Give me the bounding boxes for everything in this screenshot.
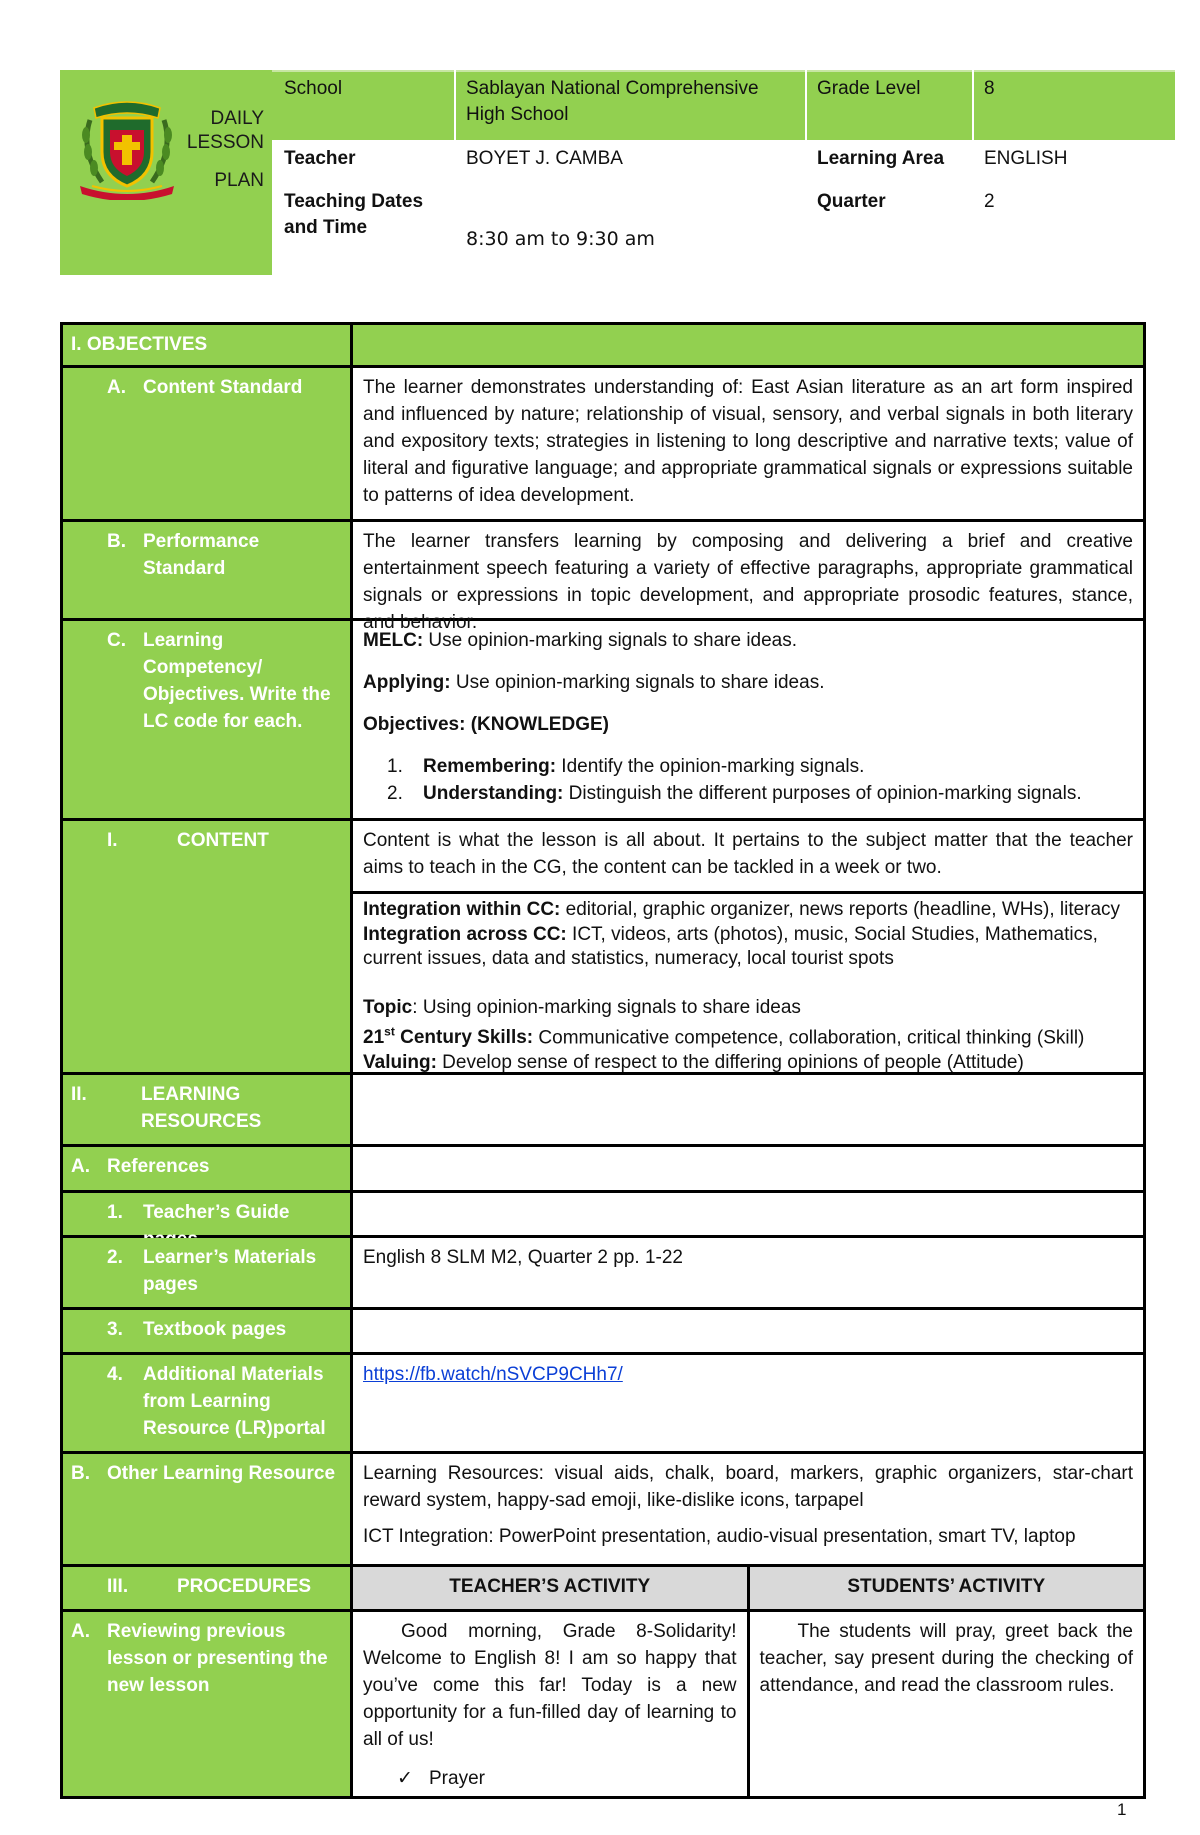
learning-area-value: ENGLISH bbox=[984, 148, 1068, 169]
performance-standard-text: The learner transfers learning by composing and delivering a brief and creative entertainment speech featuring a variety of effective paragraphs, appropriate grammatical signals or expressions in topic development, and appropriate prosodic features, stance, and behavior. bbox=[363, 531, 1133, 633]
reviewing-lesson-label-cell bbox=[63, 1612, 353, 1796]
teachers-activity-cell bbox=[353, 1612, 750, 1796]
grade-level-value: 8 bbox=[984, 78, 995, 99]
learners-materials-num: 2. bbox=[107, 1247, 123, 1268]
prayer-label: Prayer bbox=[429, 1768, 485, 1789]
page-number: 1 bbox=[1117, 1800, 1127, 1819]
objectives-list bbox=[363, 753, 1133, 807]
textbook-row bbox=[63, 1310, 1143, 1355]
content-row bbox=[63, 821, 1143, 1075]
additional-materials-row bbox=[63, 1355, 1143, 1454]
content-description: Content is what the lesson is all about. It pertains to the subject matter that the teacher aims to teach in the CG, the content can be tackled in a week or two. bbox=[353, 821, 1143, 894]
objectives-knowledge-label: Objectives: (KNOWLEDGE) bbox=[363, 714, 609, 735]
list-item bbox=[363, 753, 1133, 780]
students-activity-text: The students will pray, greet back the teacher, say present during the checking of attendance, and read the classroom rules. bbox=[759, 1621, 1133, 1696]
grade-level-label: Grade Level bbox=[817, 78, 921, 99]
integration-within-label: Integration within CC: bbox=[363, 899, 561, 920]
integration-across-line bbox=[363, 923, 1133, 972]
content-label-cell bbox=[63, 821, 353, 1072]
integration-within-line bbox=[363, 898, 1133, 923]
other-resources-num: B. bbox=[71, 1463, 90, 1484]
content-standard-text: The learner demonstrates understanding of: East Asian literature as an art form inspired and influenced by nature; relationship of visual, sensory, and verbal signals in both literary and expository texts; strategies in listening to long descriptive and narrative texts; value of literal and figurative language; and appropriate grammatical signals or expressions suitable to patterns of idea development. bbox=[363, 377, 1133, 506]
obj2-label: Understanding: bbox=[423, 783, 564, 804]
performance-standard-label: Performance Standard bbox=[143, 531, 260, 579]
content-standard-label: Content Standard bbox=[143, 377, 303, 398]
learners-materials-label: Learner’s Materials pages bbox=[143, 1247, 317, 1295]
learning-resources-row bbox=[63, 1075, 1143, 1147]
valuing-line bbox=[363, 1051, 1133, 1076]
content-standard-label-cell bbox=[63, 368, 353, 519]
teacher-label: Teacher bbox=[284, 148, 356, 169]
other-resources-content bbox=[353, 1454, 1143, 1564]
obj1-text: Identify the opinion-marking signals. bbox=[556, 756, 865, 777]
teachers-activity-header: TEACHER’S ACTIVITY bbox=[353, 1567, 750, 1609]
performance-standard-label-cell bbox=[63, 522, 353, 618]
learning-competency-row bbox=[63, 621, 1143, 821]
valuing-label: Valuing: bbox=[363, 1051, 437, 1073]
quarter-value: 2 bbox=[984, 191, 995, 212]
melc-text: Use opinion-marking signals to share ideas. bbox=[423, 630, 798, 651]
header-info-grid bbox=[272, 70, 1175, 275]
school-label: School bbox=[284, 78, 343, 99]
references-label-cell bbox=[63, 1147, 353, 1190]
integration-across-text: ICT, videos, arts (photos), music, Social Studies, Mathematics, current issues, data and statistics, numeracy, local tourist spots bbox=[363, 923, 1098, 969]
learning-resources-num: II. bbox=[71, 1084, 87, 1105]
references-empty bbox=[353, 1147, 1143, 1190]
additional-materials-link[interactable]: https://fb.watch/nSVCP9CHh7/ bbox=[363, 1364, 623, 1385]
content-standard-row bbox=[63, 368, 1143, 522]
reviewing-lesson-activities bbox=[353, 1612, 1143, 1796]
reviewing-lesson-num: A. bbox=[71, 1621, 90, 1642]
textbook-label: Textbook pages bbox=[143, 1319, 287, 1340]
learners-materials-value: English 8 SLM M2, Quarter 2 pp. 1-22 bbox=[363, 1247, 683, 1268]
additional-materials-label-cell bbox=[63, 1355, 353, 1451]
integration-across-label: Integration across CC: bbox=[363, 923, 567, 945]
reviewing-lesson-row bbox=[63, 1612, 1143, 1796]
content-label: CONTENT bbox=[177, 830, 269, 851]
topic-line bbox=[363, 996, 1133, 1021]
learning-competency-num: C. bbox=[107, 630, 126, 651]
learning-competency-label: Learning Competency/ Objectives. Write the LC code for each. bbox=[143, 630, 331, 732]
performance-standard-row bbox=[63, 522, 1143, 633]
skills-label-sup: st bbox=[384, 1025, 395, 1039]
objectives-knowledge-line bbox=[363, 711, 1133, 738]
learning-resources-empty bbox=[353, 1075, 1143, 1144]
teachers-guide-label: Teacher’s Guide bbox=[143, 1202, 290, 1223]
learning-resources-label: LEARNING RESOURCES bbox=[141, 1084, 262, 1132]
reviewing-lesson-label: Reviewing previous lesson or presenting the new lesson bbox=[107, 1621, 328, 1696]
header-title-lesson: LESSON bbox=[186, 132, 264, 153]
content-num: I. bbox=[107, 830, 118, 851]
melc-line bbox=[363, 627, 1133, 654]
melc-label: MELC: bbox=[363, 630, 424, 651]
content-integration bbox=[353, 894, 1143, 1081]
header-logo-panel bbox=[60, 70, 272, 275]
learners-materials-row bbox=[63, 1238, 1143, 1310]
header-title-daily: DAILY bbox=[210, 108, 264, 129]
checkmark-icon: ✓ bbox=[397, 1768, 413, 1789]
textbook-label-cell bbox=[63, 1310, 353, 1352]
teaching-dates-label: Teaching Dates and Time bbox=[284, 191, 424, 238]
performance-standard-num: B. bbox=[107, 531, 126, 552]
learning-area-label: Learning Area bbox=[817, 148, 945, 169]
textbook-num: 3. bbox=[107, 1319, 123, 1340]
procedures-num: III. bbox=[107, 1576, 129, 1597]
procedures-heading-row bbox=[63, 1567, 1143, 1612]
list-item bbox=[363, 780, 1133, 807]
objectives-heading: I. OBJECTIVES bbox=[63, 325, 353, 365]
applying-label: Applying: bbox=[363, 672, 451, 693]
additional-materials-label: Additional Materials from Learning Resource (LR)portal bbox=[143, 1364, 326, 1439]
other-resources-row bbox=[63, 1454, 1143, 1567]
topic-label: Topic bbox=[363, 996, 413, 1018]
additional-materials-num: 4. bbox=[107, 1364, 123, 1385]
school-value: Sablayan National Comprehensive High School bbox=[466, 78, 759, 125]
other-resources-text1: Learning Resources: visual aids, chalk, board, markers, graphic organizers, star-chart reward system, happy-sad emoji, like-dislike icons, tarpapel bbox=[363, 1463, 1133, 1511]
obj1-num: 1. bbox=[387, 756, 403, 777]
procedures-label-cell bbox=[63, 1567, 353, 1609]
skills-label: Century Skills: bbox=[394, 1027, 534, 1049]
prayer-checklist-item bbox=[363, 1765, 737, 1792]
lesson-plan-table bbox=[60, 322, 1146, 1799]
teachers-guide-label-cell bbox=[63, 1193, 353, 1235]
skills-text: Communicative competence, collaboration, critical thinking (Skill) bbox=[533, 1027, 1085, 1049]
obj2-num: 2. bbox=[387, 783, 403, 804]
procedures-label: PROCEDURES bbox=[177, 1576, 312, 1597]
additional-materials-cell bbox=[353, 1355, 1143, 1451]
references-num: A. bbox=[71, 1156, 90, 1177]
applying-text: Use opinion-marking signals to share ideas. bbox=[450, 672, 825, 693]
lesson-plan-header bbox=[60, 70, 1175, 275]
teachers-guide-empty bbox=[353, 1193, 1143, 1235]
textbook-empty bbox=[353, 1310, 1143, 1352]
learning-resources-label-cell bbox=[63, 1075, 353, 1144]
obj2-text: Distinguish the different purposes of opinion-marking signals. bbox=[563, 783, 1082, 804]
applying-line bbox=[363, 669, 1133, 696]
teaching-dates-value: 8:30 am to 9:30 am bbox=[466, 228, 655, 250]
other-resources-label: Other Learning Resource bbox=[107, 1463, 336, 1484]
students-activity-header: STUDENTS’ ACTIVITY bbox=[750, 1567, 1144, 1609]
obj1-label: Remembering: bbox=[423, 756, 557, 777]
century-skills-line bbox=[363, 1020, 1133, 1051]
procedures-header-cells bbox=[353, 1567, 1143, 1609]
learning-competency-label-cell bbox=[63, 621, 353, 818]
teacher-value: BOYET J. CAMBA bbox=[466, 148, 623, 169]
valuing-text: Develop sense of respect to the differing opinions of people (Attitude) bbox=[436, 1051, 1024, 1073]
topic-text: : Using opinion-marking signals to share ideas bbox=[412, 996, 801, 1018]
references-label: References bbox=[107, 1156, 210, 1177]
learners-materials-label-cell bbox=[63, 1238, 353, 1307]
quarter-label: Quarter bbox=[817, 191, 886, 212]
content-standard-num: A. bbox=[107, 377, 126, 398]
other-resources-label-cell bbox=[63, 1454, 353, 1564]
other-resources-text2: ICT Integration: PowerPoint presentation, audio-visual presentation, smart TV, laptop bbox=[363, 1526, 1076, 1547]
references-row bbox=[63, 1147, 1143, 1193]
integration-within-text: editorial, graphic organizer, news reports (headline, WHs), literacy bbox=[560, 899, 1121, 920]
school-seal-icon bbox=[72, 90, 182, 200]
teachers-guide-row bbox=[63, 1193, 1143, 1238]
header-title-plan: PLAN bbox=[214, 170, 264, 191]
objectives-heading-fill bbox=[353, 325, 1143, 365]
teachers-guide-num: 1. bbox=[107, 1202, 123, 1223]
skills-label-num: 21 bbox=[363, 1027, 385, 1049]
objectives-heading-row bbox=[63, 325, 1143, 368]
teachers-activity-text: Good morning, Grade 8-Solidarity! Welcome to English 8! I am so happy that you’ve come this far! Today is a new opportunity for a fun-filled day of learning to all of us! bbox=[363, 1621, 737, 1750]
learning-competency-content bbox=[353, 621, 1143, 818]
